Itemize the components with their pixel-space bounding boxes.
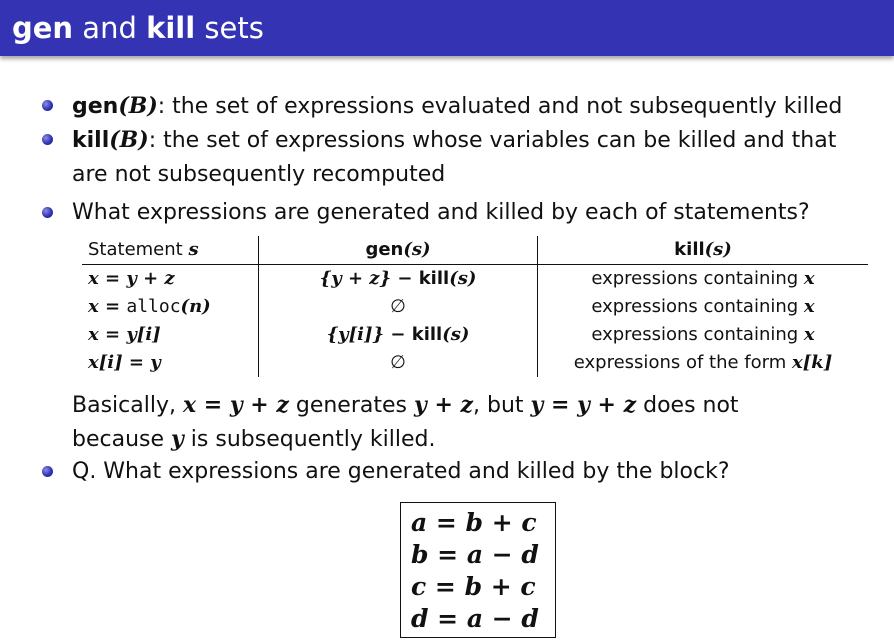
gen-cell: ∅	[259, 349, 538, 377]
gen-kill-table	[82, 236, 868, 377]
title-and: and	[73, 11, 147, 45]
gen-definition: : the set of expressions evaluated and not subsequently killed	[157, 94, 843, 119]
slide-title	[0, 0, 894, 56]
basically-line1: Basically, x = y + z generates y + z, but y = y + z does not	[72, 392, 739, 418]
table-row	[82, 293, 868, 321]
gen-cell: ∅	[259, 293, 538, 321]
table-header-row	[82, 236, 868, 265]
kill-cell: expressions of the form x[k]	[573, 352, 833, 373]
statements-question: What expressions are generated and killed by each of statements?	[72, 200, 810, 225]
statement-cell: x[i] = y	[82, 349, 259, 377]
kill-cell: expressions containing x	[591, 268, 815, 289]
block-line: a = b + c	[411, 508, 537, 537]
kill-arg: (B)	[109, 127, 149, 153]
table-row	[82, 321, 868, 349]
bullet-icon	[42, 466, 53, 477]
header-kill: kill(s)	[674, 239, 732, 260]
kill-cell: expressions containing x	[591, 324, 815, 345]
block-line: c = b + c	[411, 572, 536, 601]
title-gen: gen	[12, 11, 74, 45]
gen-cell: {y + z} − kill(s)	[259, 265, 538, 294]
statement-cell: x = alloc(n)	[82, 293, 259, 321]
table-row	[82, 349, 868, 377]
gen-cell: {y[i]} − kill(s)	[259, 321, 538, 349]
block-question: Q. What expressions are generated and killed by the block?	[72, 459, 730, 484]
bullet-icon	[42, 134, 53, 145]
header-gen: gen(s)	[259, 236, 538, 265]
bullet-icon	[42, 100, 53, 111]
statement-cell: x = y + z	[82, 265, 259, 294]
title-sets: sets	[195, 11, 264, 45]
basically-line2: because y is subsequently killed.	[72, 426, 436, 452]
gen-arg: (B)	[118, 93, 158, 119]
statement-cell: x = y[i]	[82, 321, 259, 349]
kill-definition-line1: : the set of expressions whose variables can be killed and that	[148, 128, 837, 153]
code-block	[400, 502, 556, 638]
kill-definition-line2: are not subsequently recomputed	[72, 162, 446, 187]
kill-term: kill	[72, 128, 110, 153]
block-line: b = a − d	[411, 540, 539, 569]
header-statement: Statement s	[82, 236, 259, 265]
gen-term: gen	[72, 94, 119, 119]
block-line: d = a − d	[411, 604, 539, 633]
table-row	[82, 265, 868, 294]
bullet-icon	[42, 207, 53, 218]
title-kill: kill	[146, 11, 196, 45]
kill-cell: expressions containing x	[591, 296, 815, 317]
